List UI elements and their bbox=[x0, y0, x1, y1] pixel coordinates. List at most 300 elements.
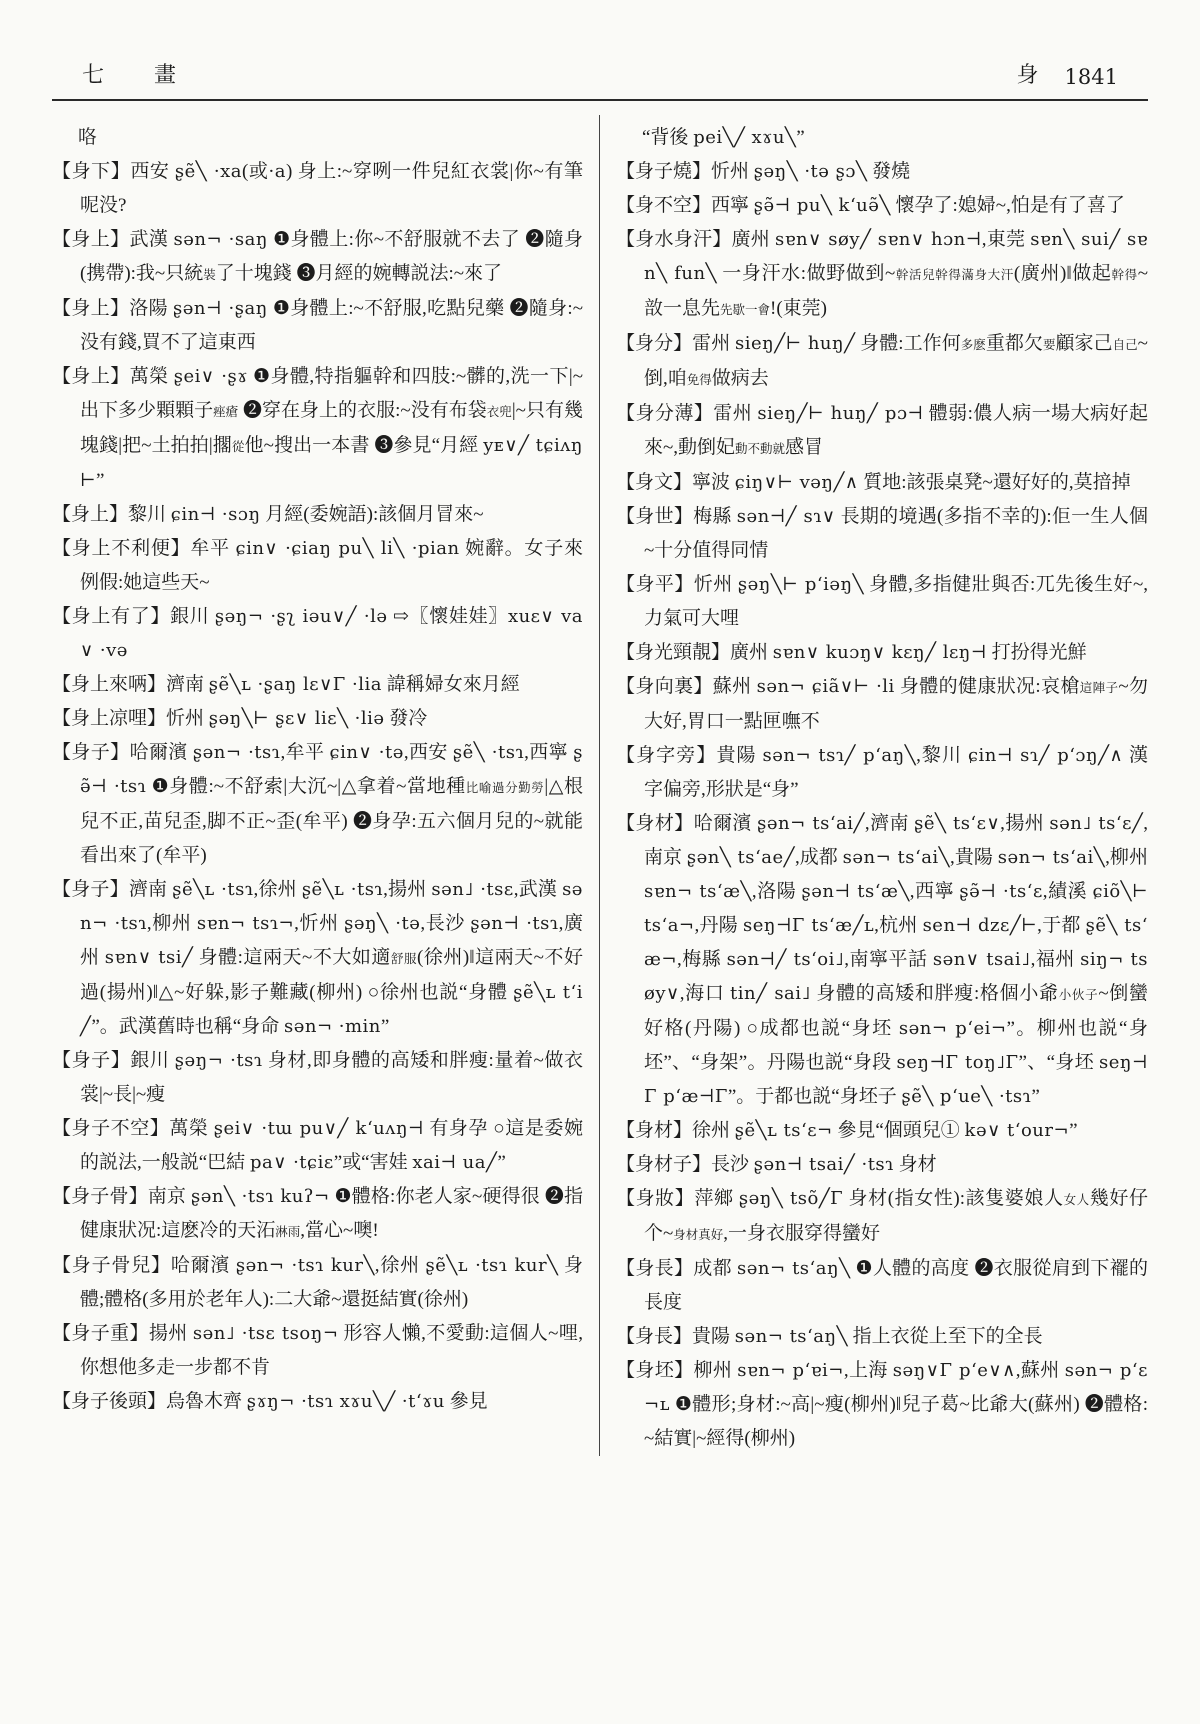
entry-text: ,西寧 bbox=[524, 742, 574, 763]
entry-text: ❶體形;身材:~高|~瘦(柳州)‖兒子葛~比爺大(蘇州) ❷體格:~結實|~經得(柳州) bbox=[644, 1394, 1148, 1449]
column-right bbox=[600, 115, 1148, 1456]
dict-entry bbox=[52, 668, 583, 702]
dict-entry bbox=[52, 736, 583, 873]
entry-text: 體弱:儂人病一場大病好起來~,動倒妃 bbox=[644, 403, 1148, 458]
column-left bbox=[52, 115, 600, 1456]
entry-text: 黎川 bbox=[128, 504, 171, 525]
entry-text: 忻州 bbox=[711, 161, 754, 182]
entry-phonetic: sən˩ ·tsɛ bbox=[431, 879, 514, 900]
entry-phonetic: sɐn∨ søy╱ sɐn∨ hɔn⊣ bbox=[775, 229, 982, 250]
entry-text: 長沙 bbox=[711, 1154, 754, 1175]
entry-headword: 【身子】 bbox=[52, 742, 130, 763]
entry-gloss-small: 免得 bbox=[686, 373, 712, 387]
entry-phonetic: ʂẽ╲ʟ tʻi╱ bbox=[80, 982, 583, 1037]
entry-text: 有身孕 ○這是委婉的説法,一般説“巴結 bbox=[80, 1118, 583, 1173]
entry-phonetic: ɕin∨ ·ɕiaŋ pu╲ li╲ ·pian bbox=[235, 538, 460, 559]
entry-phonetic: ʂɤŋ¬ ·tsɿ xɤu╲╱ ·tʻɤu bbox=[246, 1391, 445, 1412]
dict-entry bbox=[616, 1182, 1148, 1252]
entry-text: (或 bbox=[241, 161, 269, 182]
entry-phonetic: ʂə̃⊣ ·tsʻɛ bbox=[959, 881, 1043, 902]
entry-text: ,西安 bbox=[403, 742, 453, 763]
entry-text: ⇨〖懷娃娃〗 bbox=[387, 606, 508, 627]
entry-text: ,揚州 bbox=[383, 879, 432, 900]
entry-text: (徐州)‖這兩天~不好過(揚州)‖△~好躲,影子難藏(柳州) ○徐州也説“身體 bbox=[80, 947, 583, 1003]
entry-text: 發冷 bbox=[384, 708, 428, 729]
entry-text: ,忻州 bbox=[294, 913, 345, 934]
entry-text: 身體:工作何 bbox=[855, 333, 961, 354]
entry-text: 成都 bbox=[693, 1258, 737, 1279]
entry-text: ” bbox=[497, 1152, 506, 1173]
entry-text: ,南京 bbox=[644, 813, 1148, 868]
entry-headword: 【身字旁】 bbox=[616, 745, 717, 766]
entry-headword: 【身上不利便】 bbox=[52, 538, 191, 559]
entry-phonetic: sən¬ tsʻai╲ bbox=[997, 847, 1106, 868]
entry-phonetic: ɕin⊣ sɿ╱ pʻɔŋ╱∧ bbox=[967, 745, 1124, 766]
entry-text: 懷孕了:媳婦~,怕是有了喜了 bbox=[890, 195, 1125, 216]
entry-phonetic: ʂəŋ╲ ·tə ʂɔ╲ bbox=[753, 161, 868, 182]
entry-text: 他~搜出一本書 ❸參見“月經 bbox=[244, 435, 484, 456]
entry-phonetic: ʂẽ╲ ·xa bbox=[174, 161, 242, 182]
dict-entry bbox=[616, 223, 1148, 327]
entry-text: ,徐州 bbox=[253, 879, 302, 900]
dict-entry bbox=[52, 1317, 583, 1385]
entry-phonetic: ʂə̃⊣ pu╲ kʻuə̃╲ bbox=[753, 195, 891, 216]
entry-phonetic: xuɛ∨ va∨ ·və bbox=[80, 606, 583, 661]
entry-text: ,洛陽 bbox=[751, 881, 802, 902]
dict-entry bbox=[52, 1044, 583, 1112]
entry-phonetic: ʂən⊣ tsai╱ ·tsɿ bbox=[753, 1154, 894, 1175]
entry-headword: 【身分薄】 bbox=[616, 403, 714, 424]
entry-phonetic: ʂən¬ tsʻai╱ bbox=[757, 813, 865, 834]
entry-phonetic: ʂəŋ¬ ·ʂʅ iəu∨╱ ·lə bbox=[214, 606, 388, 627]
entry-phonetic: ʂəŋ╲⊢ ʂɛ∨ liɛ╲ ·liə bbox=[208, 708, 385, 729]
entry-text: 參見 bbox=[444, 1391, 488, 1412]
entry-text: 忻州 bbox=[166, 708, 209, 729]
entry-text: 打扮得光鮮 bbox=[986, 642, 1087, 663]
entry-text: ” bbox=[1069, 1120, 1078, 1141]
entry-text: 質地:該張桌凳~還好好的,莫揞掉 bbox=[858, 472, 1131, 493]
entry-phonetic: sɐn∨ tsi╱ bbox=[104, 947, 194, 968]
entry-text: 揚州 bbox=[148, 1323, 193, 1344]
entry-text: 西寧 bbox=[711, 195, 754, 216]
entry-phonetic: ʂẽ╲ tsʻæ¬ bbox=[644, 915, 1148, 970]
entry-text: 梅縣 bbox=[693, 506, 737, 527]
entry-text: ❷穿在身上的衣服:~没有布袋 bbox=[238, 400, 487, 421]
entry-gloss-small: 多麽 bbox=[960, 338, 986, 352]
entry-text: ~倒蠻好格(丹陽) ○成都也説“身坯 bbox=[644, 983, 1149, 1039]
entry-phonetic: sən⊣╱ tsʻoi˩ bbox=[726, 949, 845, 970]
entry-headword: 【身平】 bbox=[616, 574, 694, 595]
entry-text: 銀川 bbox=[130, 1050, 175, 1071]
entry-headword: 【身子】 bbox=[52, 1050, 131, 1071]
entry-text: ,徐州 bbox=[374, 1255, 426, 1276]
entry-text: 武漢 bbox=[129, 229, 174, 250]
entry-phonetic: tin╱ sai˩ bbox=[729, 983, 811, 1004]
entry-text: 寧波 bbox=[692, 472, 735, 493]
dict-entry bbox=[52, 1112, 583, 1180]
entry-text: 幾好仔个~ bbox=[644, 1188, 1148, 1244]
entry-text: 廣州 bbox=[731, 229, 776, 250]
entry-phonetic: sən⊣╱ sɿ∨ bbox=[736, 506, 836, 527]
entry-text: 雷州 bbox=[692, 333, 736, 354]
entry-headword: 【身坯】 bbox=[616, 1360, 694, 1381]
entry-gloss-small: 比喻過分勤勞 bbox=[465, 781, 545, 795]
dict-entry bbox=[616, 155, 1148, 189]
entry-headword: 【身上】 bbox=[52, 504, 129, 525]
entry-text: 萍鄉 bbox=[694, 1188, 739, 1209]
entry-text: !(東莞) bbox=[770, 298, 828, 319]
entry-phonetic: sən¬ ·min bbox=[283, 1016, 381, 1037]
entry-gloss-small: 女人 bbox=[1063, 1193, 1090, 1207]
entry-headword: 【身分】 bbox=[616, 333, 693, 354]
entry-text: 發燒 bbox=[867, 161, 911, 182]
entry-phonetic: sən¬ tsʻai╲ bbox=[842, 847, 951, 868]
entry-text: ❶身體:~不舒索|大沉~|△拿着~當地種 bbox=[146, 776, 466, 797]
entry-phonetic: seŋ⊣Γ pʻæ⊣Γ bbox=[644, 1052, 1148, 1107]
entry-headword: 【身子】 bbox=[52, 879, 129, 900]
entry-phonetic: sən¬ tsɿ╱ pʻaŋ╲ bbox=[762, 745, 917, 766]
dict-entry bbox=[616, 1148, 1148, 1182]
dict-entry bbox=[616, 397, 1148, 466]
dict-entry bbox=[52, 360, 583, 498]
entry-gloss-small: 這陣子 bbox=[1079, 681, 1119, 695]
entry-text: 形容人懶,不愛動:這個人~哩,你想他多走一步都不肯 bbox=[80, 1323, 583, 1378]
entry-phonetic: ʂẽ╲ pʻue╲ ·tsɿ bbox=[901, 1086, 1032, 1107]
entry-text: 身材(指女性):該隻婆娘人 bbox=[843, 1188, 1064, 1209]
entry-phonetic: ɕiŋ∨⊢ vəŋ╱∧ bbox=[734, 472, 859, 493]
entry-phonetic: ʂən¬ ·tsɿ bbox=[192, 742, 281, 763]
entry-text: 萬榮 bbox=[169, 1118, 214, 1139]
entry-phonetic: ʂei∨ ·ʂɤ bbox=[173, 366, 248, 387]
entry-phonetic: sieŋ╱⊢ huŋ╱ bbox=[735, 333, 856, 354]
entry-text: ,武漢 bbox=[513, 879, 563, 900]
entry-gloss-small: 幹得 bbox=[1111, 268, 1138, 282]
dict-entry bbox=[52, 702, 583, 736]
dict-entry bbox=[52, 1180, 583, 1249]
entry-phonetic: sən¬ pʻɛ¬ʟ bbox=[644, 1360, 1148, 1415]
entry-headword: 【身向裏】 bbox=[616, 676, 713, 697]
entry-headword: 【身不空】 bbox=[616, 195, 712, 216]
entry-phonetic: sɐn∨ kuɔŋ∨ kɛŋ╱ lɛŋ⊣ bbox=[772, 642, 987, 663]
entry-headword: 【身材子】 bbox=[616, 1154, 712, 1175]
entry-gloss-small: 淋雨 bbox=[275, 1225, 301, 1239]
entry-headword: 【身子不空】 bbox=[52, 1118, 170, 1139]
entry-text: 身體:這兩天~不大如適 bbox=[193, 947, 391, 968]
entry-text: 貴陽 bbox=[716, 745, 763, 766]
header-right-group bbox=[1017, 58, 1118, 89]
entry-headword: 【身上來唡】 bbox=[52, 674, 167, 695]
entry-text: 了十塊錢 ❸月經的婉轉説法:~來了 bbox=[215, 263, 503, 284]
entry-text: 濟南 bbox=[128, 879, 173, 900]
entry-gloss-small: 自己 bbox=[1112, 338, 1138, 352]
entry-text: 婉辭。女子來例假:她這些天~ bbox=[80, 538, 583, 593]
entry-text: 西安 bbox=[130, 161, 175, 182]
entry-headword: 【身文】 bbox=[616, 472, 693, 493]
entry-phonetic: ʂə̃⊣ ·tsɿ bbox=[80, 742, 583, 797]
entry-gloss-small: 幹活兒幹得滿身大汗 bbox=[895, 268, 1014, 282]
entry-headword: 【身光頸靚】 bbox=[616, 642, 731, 663]
entry-text: ”。柳州也説“身坯”、“身架”。丹陽也説“身段 bbox=[644, 1018, 1148, 1073]
entry-text: ,廣州 bbox=[80, 913, 583, 968]
header-page-number: 1841 bbox=[1064, 65, 1118, 89]
entry-text: ,貴陽 bbox=[950, 847, 998, 868]
entry-gloss-small: 舒服 bbox=[390, 952, 417, 966]
entry-headword: 【身材】 bbox=[616, 813, 694, 834]
dict-entry bbox=[52, 498, 583, 532]
entry-headword: 【身子骨兒】 bbox=[52, 1255, 171, 1276]
entry-phonetic: ʂən⊣ ·ʂaŋ bbox=[173, 298, 268, 319]
entry-text: ” bbox=[380, 1016, 390, 1037]
header-guide-character: 身 bbox=[1016, 62, 1039, 87]
entry-text: 濟南 bbox=[166, 674, 209, 695]
entry-headword: 【身水身汗】 bbox=[616, 229, 732, 250]
header-section-label: 七 畫 bbox=[82, 62, 191, 87]
dict-entry bbox=[52, 1249, 583, 1317]
entry-phonetic: sɐn¬ tsɿ¬ bbox=[196, 913, 295, 934]
entry-text: ,丹陽 bbox=[694, 915, 743, 936]
entry-phonetic: ʂən╲ tsʻae╱ bbox=[686, 847, 795, 868]
entry-text: 哈爾濱 bbox=[129, 742, 193, 763]
entry-phonetic: pei╲╱ xɤu╲ bbox=[693, 127, 797, 148]
entry-text: ,績溪 bbox=[1042, 881, 1093, 902]
entry-text: 諱稱婦女來月經 bbox=[381, 674, 520, 695]
entry-phonetic: pa∨ ·tɕiɛ bbox=[249, 1152, 334, 1173]
entry-text: ” bbox=[95, 470, 105, 491]
entry-text: ❶體格:你老人家~硬得很 ❷指健康狀况:這麽冷的天沰 bbox=[80, 1186, 583, 1241]
header-rule bbox=[52, 99, 1148, 101]
entry-gloss-small: 先歇一會 bbox=[720, 303, 771, 317]
entry-phonetic: ʂəŋ╲⊢ pʻiəŋ╲ bbox=[737, 574, 864, 595]
entry-text: ,杭州 bbox=[874, 915, 923, 936]
entry-text: 南京 bbox=[147, 1186, 191, 1207]
entry-text: ,于都 bbox=[1037, 915, 1086, 936]
entry-phonetic: ʂẽ╲ʟ ·ʂaŋ lɛ∨Γ ·lia bbox=[208, 674, 382, 695]
entry-phonetic: sɐn¬ tsʻæ╲ bbox=[644, 881, 752, 902]
entry-phonetic: ʂən⊣ tsʻæ╲ bbox=[801, 881, 910, 902]
entry-text: 做病去 bbox=[711, 368, 769, 389]
dict-entry bbox=[616, 636, 1148, 670]
entry-phonetic: sen⊣ dzɛ╱⊢ bbox=[922, 915, 1038, 936]
entry-text: ,成都 bbox=[794, 847, 843, 868]
entry-text: ) 身上:~穿咧一件兒紅衣裳|你~有筆呢没? bbox=[80, 161, 583, 216]
entry-text: 銀川 bbox=[170, 606, 215, 627]
entry-phonetic: sən¬ ɕiã∨⊢ ·li bbox=[756, 676, 895, 697]
entry-text: 身材 bbox=[893, 1154, 937, 1175]
entry-phonetic: sieŋ╱⊢ huŋ╱ pɔ⊣ bbox=[757, 403, 924, 424]
dict-entry bbox=[616, 739, 1148, 807]
entry-text: (廣州)‖做起 bbox=[1013, 263, 1112, 284]
entry-text: 感冒 bbox=[785, 437, 824, 458]
entry-headword: 【身子骨】 bbox=[52, 1186, 148, 1207]
entry-text: 廣州 bbox=[730, 642, 773, 663]
dict-entry bbox=[616, 1252, 1148, 1320]
entry-phonetic: sən∨ tsai˩ bbox=[932, 949, 1031, 970]
entry-phonetic: ʂəŋ╲ tsõ╱Γ bbox=[738, 1188, 844, 1209]
dict-entry bbox=[616, 327, 1148, 397]
entry-phonetic: ʂẽ╲ tsʻɛ∨ bbox=[914, 813, 1001, 834]
entry-text: ”、“身坯 bbox=[1018, 1052, 1100, 1073]
entry-phonetic: ʂẽ╲ʟ ·tsɿ kur╲ bbox=[425, 1255, 559, 1276]
dict-entry bbox=[616, 500, 1148, 568]
entry-text: ” bbox=[1031, 1086, 1040, 1107]
entry-phonetic: sən¬ ·tsɿ bbox=[80, 879, 583, 934]
entry-headword: 【身材】 bbox=[616, 1120, 693, 1141]
entry-phonetic: sən¬ ·saŋ bbox=[173, 229, 268, 250]
entry-phonetic: ·a bbox=[268, 161, 286, 182]
entry-phonetic: ʂəŋ¬ ·tsɿ bbox=[174, 1050, 263, 1071]
entry-text: ,西寧 bbox=[909, 881, 960, 902]
entry-text: ,蘇州 bbox=[1015, 1360, 1065, 1381]
entry-text: ,濟南 bbox=[864, 813, 915, 834]
entry-phonetic: seŋ⊣Γ toŋ˩Γ bbox=[896, 1052, 1019, 1073]
entry-text: |~只有幾塊錢|把~土拍拍|擱 bbox=[80, 400, 583, 456]
entry-text: 參見“個頭兒① bbox=[832, 1120, 965, 1141]
entry-text: ,當心~噢! bbox=[300, 1220, 379, 1241]
entry-headword: 【身妝】 bbox=[616, 1188, 695, 1209]
entry-headword: 【身子燒】 bbox=[616, 161, 712, 182]
entry-phonetic: sən˩ tsʻɛ╱ bbox=[1049, 813, 1144, 834]
entry-text: ,南寧平話 bbox=[844, 949, 933, 970]
entry-text: 哈爾濱 bbox=[170, 1255, 236, 1276]
entry-text: ,福州 bbox=[1030, 949, 1081, 970]
entry-text: ~勿大好,胃口一點匣嘸不 bbox=[644, 676, 1148, 732]
entry-text: 身體的健康狀况:哀槍 bbox=[894, 676, 1080, 697]
dict-entry bbox=[52, 223, 583, 292]
entry-continuation bbox=[616, 121, 1148, 155]
entry-text: 哈爾濱 bbox=[693, 813, 758, 834]
entry-phonetic: siŋ¬ tsøy∨ bbox=[644, 949, 1148, 1004]
dict-entry bbox=[52, 155, 583, 223]
entry-gloss-small: 痤瘡 bbox=[213, 405, 239, 419]
entry-headword: 【身長】 bbox=[616, 1326, 693, 1347]
two-column-body bbox=[52, 115, 1148, 1456]
entry-gloss-small: 從 bbox=[231, 440, 245, 454]
entry-gloss-small: 衣兜 bbox=[486, 405, 512, 419]
entry-text: 漢字偏旁,形狀是“身” bbox=[644, 745, 1148, 800]
entry-headword: 【身上凉哩】 bbox=[52, 708, 167, 729]
entry-phonetic: ʂei∨ ·tɯ pu∨╱ kʻuʌŋ⊣ bbox=[213, 1118, 425, 1139]
entry-headword: 【身上有了】 bbox=[52, 606, 171, 627]
dict-entry bbox=[616, 568, 1148, 636]
entry-phonetic: ʂẽ╲ ·tsɿ bbox=[452, 742, 525, 763]
entry-text: 萬榮 bbox=[129, 366, 174, 387]
entry-text: 忻州 bbox=[693, 574, 738, 595]
entry-continuation bbox=[52, 121, 583, 155]
dict-entry bbox=[616, 1354, 1148, 1456]
entry-phonetic: ʂẽ╲ʟ ·tsɿ bbox=[172, 879, 254, 900]
entry-text: ,牟平 bbox=[280, 742, 330, 763]
entry-text: 牟平 bbox=[190, 538, 236, 559]
entry-text: 身體;體格(多用於老年人):二大爺~還挺結實(徐州) bbox=[80, 1255, 583, 1310]
entry-text: |△根兒不正,苗兒歪,脚不正~歪(牟平) ❷身孕:五六個月兒的~就能看出來了(牟平) bbox=[80, 776, 583, 866]
dict-entry bbox=[52, 873, 583, 1044]
entry-phonetic: səŋ∨Γ pʻe∨∧ bbox=[892, 1360, 1016, 1381]
dict-entry bbox=[616, 1320, 1148, 1354]
entry-headword: 【身上】 bbox=[52, 298, 130, 319]
entry-phonetic: sɐn╲ sui╱ sɐn╲ fun╲ bbox=[644, 229, 1148, 284]
entry-phonetic: ʂən╲ ·tsɿ kuʔ¬ bbox=[190, 1186, 330, 1207]
entry-text: 蘇州 bbox=[712, 676, 757, 697]
entry-text: 咯 bbox=[78, 127, 98, 148]
entry-text: ,揚州 bbox=[1000, 813, 1050, 834]
entry-text: 顧家己 bbox=[1055, 333, 1113, 354]
entry-text: 洛陽 bbox=[129, 298, 174, 319]
entry-phonetic: yᴇ∨╱ tɕiʌŋ⊢ bbox=[80, 435, 583, 491]
entry-text: ,梅縣 bbox=[677, 949, 727, 970]
entry-phonetic: sən¬ tsʻaŋ╲ bbox=[736, 1258, 851, 1279]
entry-text: ❶身體上:~不舒服,吃點兒藥 ❷隨身:~没有錢,買不了這東西 bbox=[80, 298, 583, 353]
entry-phonetic: ɕiõ╲⊢ tsʻa¬ bbox=[644, 881, 1148, 936]
dict-entry bbox=[616, 670, 1148, 739]
entry-phonetic: seŋ⊣Γ tsʻæ╱ʟ bbox=[742, 915, 875, 936]
entry-text: ,黎川 bbox=[916, 745, 968, 766]
entry-text: ”或“害娃 bbox=[333, 1152, 413, 1173]
page-header bbox=[52, 58, 1148, 99]
entry-text: ,長沙 bbox=[420, 913, 471, 934]
entry-text: 一身汗水:做野做到~ bbox=[716, 263, 896, 284]
entry-text: 重都欠 bbox=[985, 333, 1043, 354]
entry-text: ,東莞 bbox=[981, 229, 1031, 250]
dict-entry bbox=[616, 807, 1148, 1114]
entry-headword: 【身子重】 bbox=[52, 1323, 149, 1344]
entry-text: 柳州 bbox=[693, 1360, 738, 1381]
dict-entry bbox=[52, 292, 583, 360]
entry-text: 指上衣從上至下的全長 bbox=[847, 1326, 1043, 1347]
entry-headword: 【身上】 bbox=[52, 366, 130, 387]
entry-text: ,柳州 bbox=[146, 913, 197, 934]
entry-text: 雷州 bbox=[713, 403, 758, 424]
entry-text: 徐州 bbox=[692, 1120, 735, 1141]
entry-headword: 【身子後頭】 bbox=[52, 1391, 167, 1412]
entry-text: 月經(委婉語):該個月冒來~ bbox=[260, 504, 484, 525]
entry-phonetic: ʂən¬ ·tsɿ kur╲ bbox=[235, 1255, 375, 1276]
entry-phonetic: ʂẽ╲ʟ ·tsɿ bbox=[301, 879, 384, 900]
entry-gloss-small: 小伙子 bbox=[1058, 988, 1099, 1002]
entry-phonetic: ʂən⊣ ·tsɿ bbox=[470, 913, 559, 934]
dict-entry bbox=[52, 600, 583, 668]
entry-text: ,一身衣服穿得蠻好 bbox=[723, 1223, 881, 1244]
entry-phonetic: kə∨ tʻour¬ bbox=[964, 1120, 1070, 1141]
entry-phonetic: ɕin⊣ ·sɔŋ bbox=[170, 504, 261, 525]
entry-phonetic: sən¬ pʻei¬ bbox=[898, 1018, 1007, 1039]
dict-entry bbox=[616, 1114, 1148, 1148]
entry-text: 烏魯木齊 bbox=[166, 1391, 247, 1412]
dict-entry bbox=[616, 466, 1148, 500]
entry-text: ” bbox=[796, 127, 805, 148]
entry-headword: 【身下】 bbox=[52, 161, 131, 182]
entry-text: ❶身體上:你~不舒服就不去了 ❷隨身(携帶):我~只統 bbox=[80, 229, 583, 284]
entry-text: 身體的高矮和胖瘦:格個小爺 bbox=[810, 983, 1059, 1004]
dict-entry bbox=[52, 1385, 583, 1419]
entry-gloss-small: 動不動就 bbox=[735, 442, 786, 456]
dict-entry bbox=[616, 189, 1148, 223]
dict-entry bbox=[52, 532, 583, 600]
entry-text: 身體,多指健壯與否:兀先後生好~,力氣可大哩 bbox=[644, 574, 1148, 629]
entry-gloss-small: 要 bbox=[1042, 338, 1056, 352]
entry-text: ~倒,咱 bbox=[644, 333, 1148, 389]
entry-text: ❶人體的高度 ❷衣服從肩到下襬的長度 bbox=[644, 1258, 1148, 1313]
entry-text: 身材,即身體的高矮和胖瘦:量着~做衣裳|~長|~瘦 bbox=[80, 1050, 583, 1105]
entry-phonetic: sən˩ ·tsɛ tsoŋ¬ bbox=[192, 1323, 339, 1344]
entry-headword: 【身上】 bbox=[52, 229, 130, 250]
entry-text: ❶身體,特指軀幹和四肢:~髒的,洗一下|~出下多少顆顆子 bbox=[80, 366, 583, 421]
entry-gloss-small: 身材真好 bbox=[673, 1228, 724, 1242]
entry-text: ”。武漢舊時也稱“身命 bbox=[91, 1016, 284, 1037]
entry-phonetic: ɕin∨ ·tə bbox=[329, 742, 404, 763]
entry-phonetic: ʂəŋ╲ ·tə bbox=[344, 913, 421, 934]
entry-text: ,海口 bbox=[679, 983, 730, 1004]
entry-text: “背後 bbox=[642, 127, 694, 148]
